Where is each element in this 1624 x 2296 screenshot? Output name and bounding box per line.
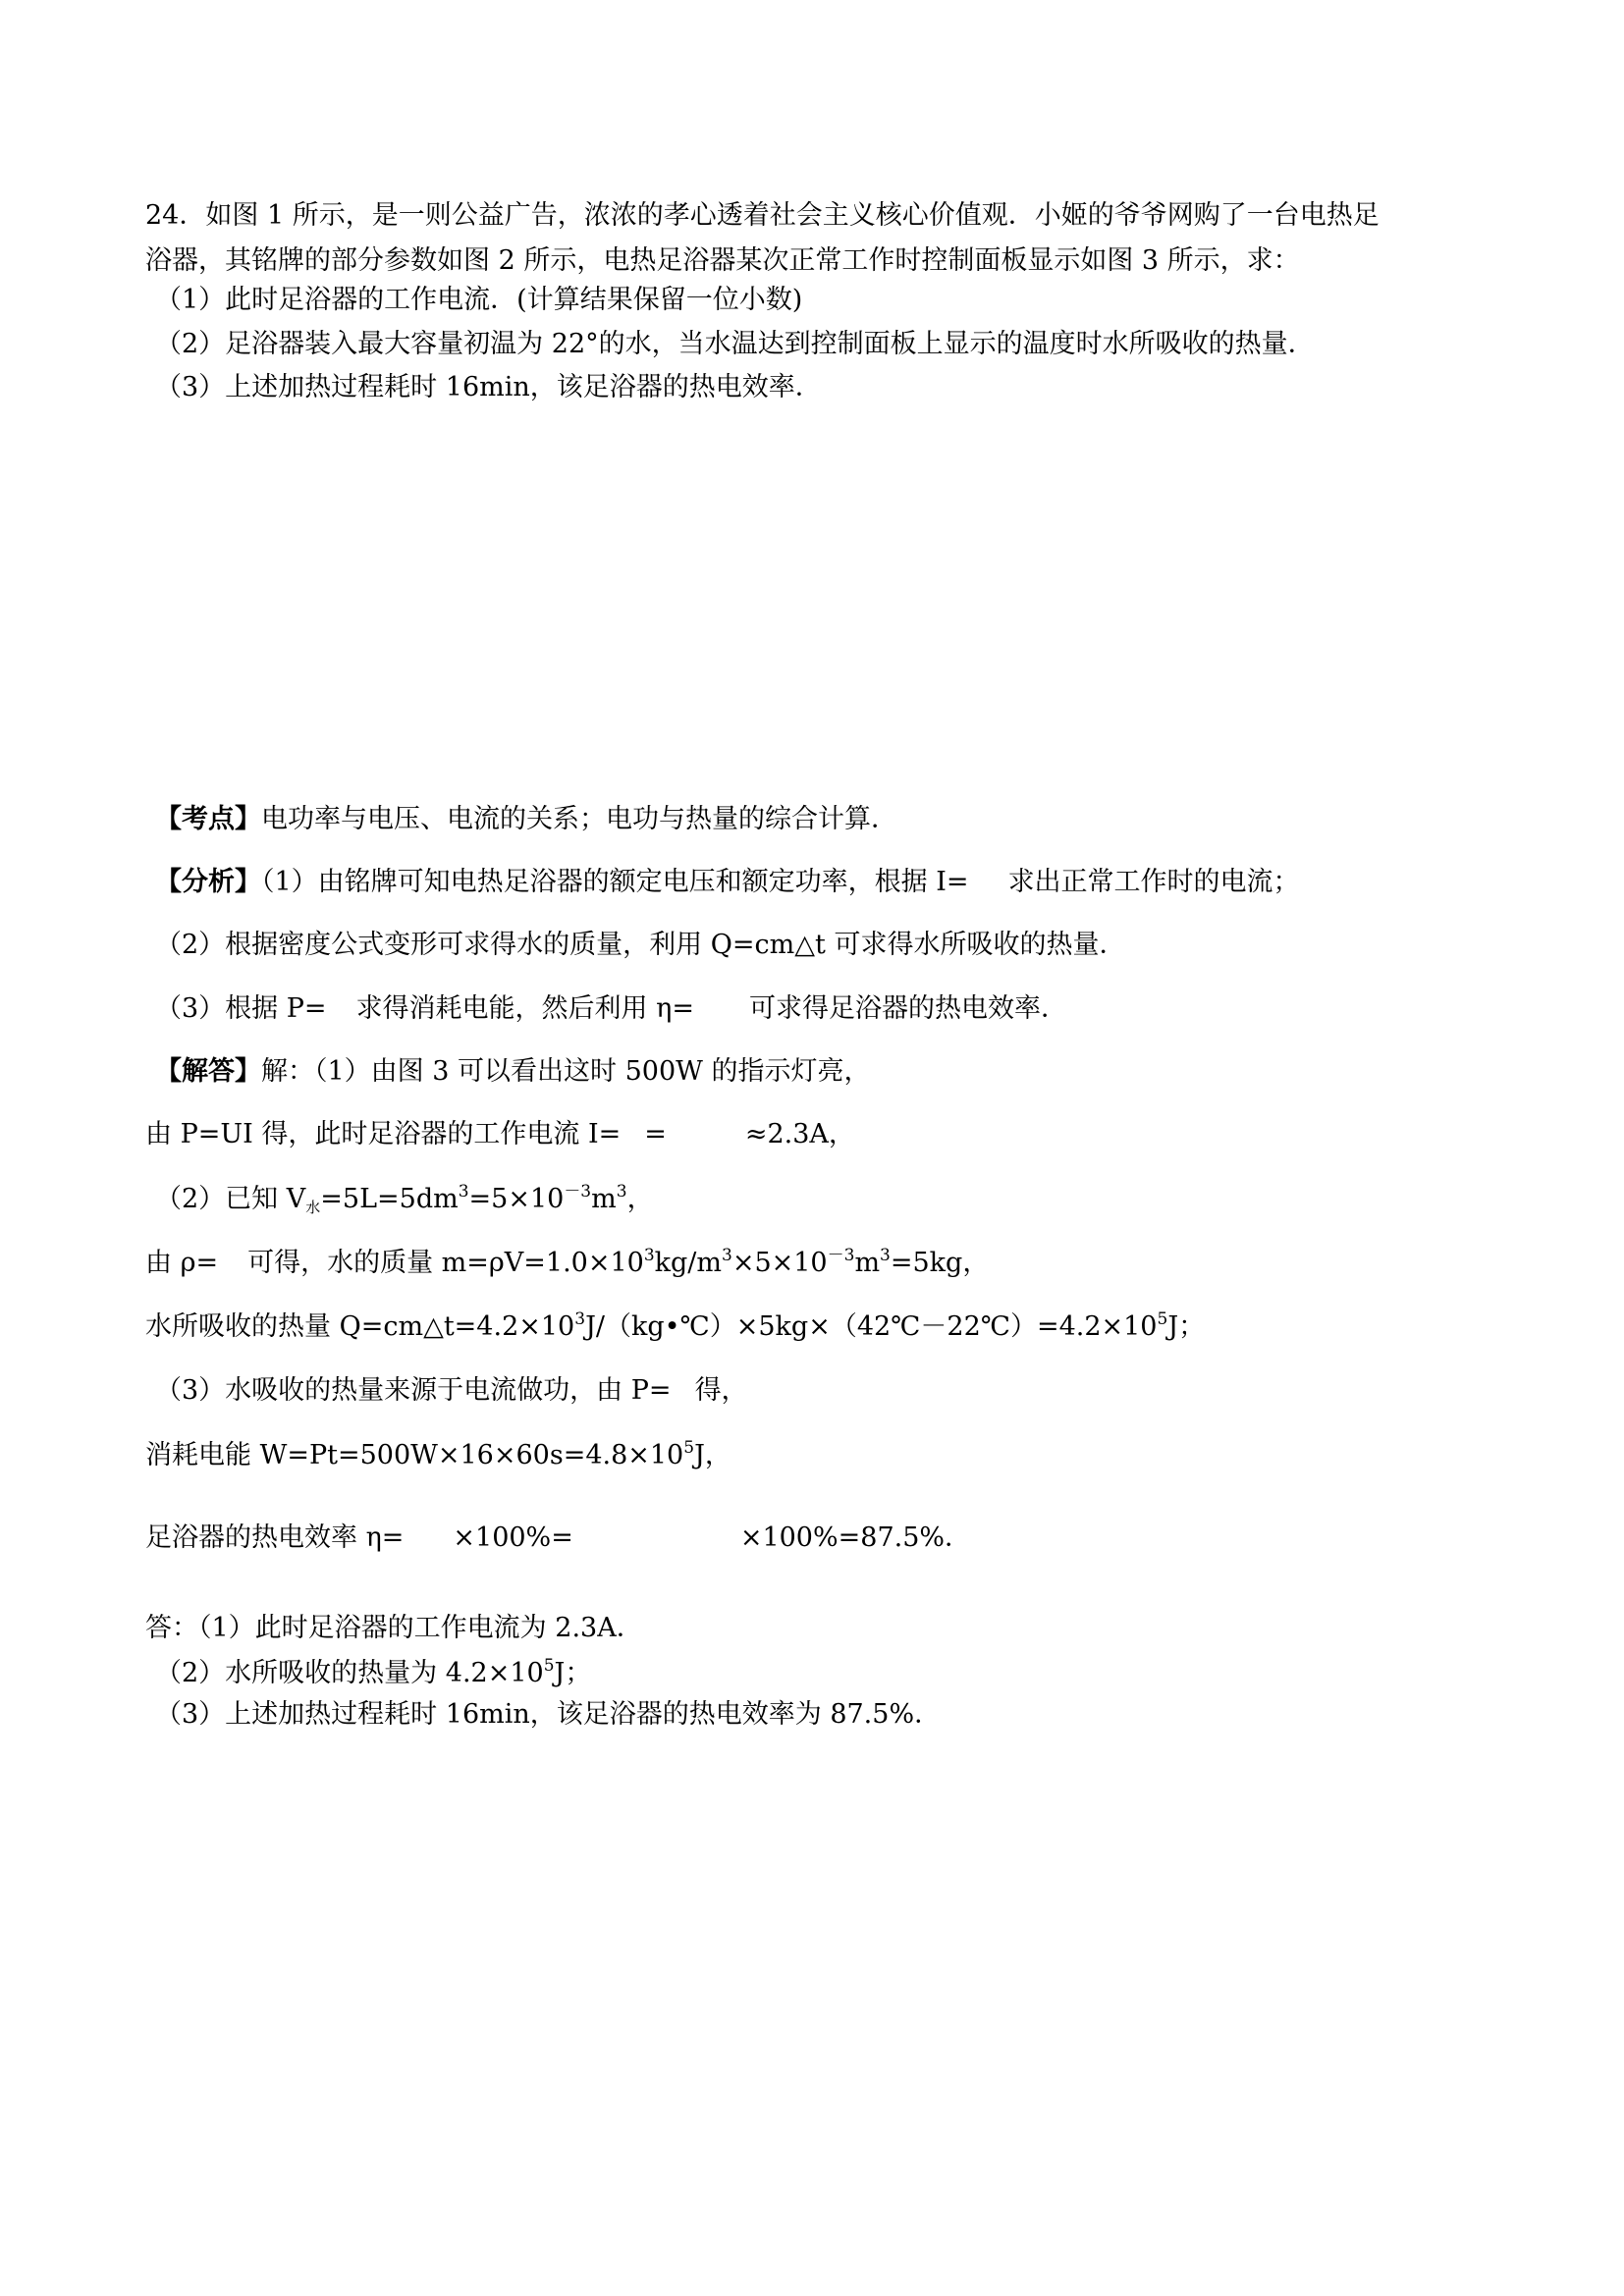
question-part-3: （3）上述加热过程耗时 16min，该足浴器的热电效率．: [155, 372, 822, 402]
subscript-water: 水: [305, 1199, 321, 1216]
jieda-line6-part-b: 得，: [694, 1375, 748, 1406]
jieda-line7: [145, 1439, 731, 1472]
exponent: 3: [574, 1309, 586, 1329]
question-part-1: （1）此时足浴器的工作电流．(计算结果保留一位小数): [155, 285, 803, 315]
jieda-line6-part-a: （3）水吸收的热量来源于电流做功，由 P=: [155, 1375, 672, 1406]
exponent: －3: [564, 1182, 592, 1201]
answer-line3: （3）上述加热过程耗时 16min，该足浴器的热电效率为 87.5%．: [155, 1699, 942, 1730]
answer-line2-part-a: （2）水所吸收的热量为 4.2×10: [155, 1658, 544, 1688]
exponent: 5: [543, 1656, 555, 1676]
jieda-line4-part-e: m: [854, 1248, 881, 1278]
jieda-line6: [155, 1374, 748, 1408]
exponent: 3: [643, 1246, 655, 1265]
fenxi-line3-part-a: （3）根据 P=: [155, 993, 327, 1024]
fenxi-line1: [155, 866, 1300, 899]
jieda-line7-part-a: 消耗电能 W=Pt=500W×16×60s=4.8×10: [145, 1440, 684, 1470]
exponent: 5: [683, 1438, 695, 1458]
kaodian-section: [155, 803, 897, 836]
jieda-line7-part-b: J，: [694, 1440, 731, 1470]
jieda-line3-part-b: =5L=5dm: [320, 1184, 459, 1214]
jieda-line1: [155, 1055, 870, 1089]
jieda-line3: [155, 1183, 654, 1216]
jieda-line2-part-b: =: [644, 1119, 667, 1149]
jieda-line3-part-d: m: [591, 1184, 617, 1214]
fenxi-line3-part-b: 求得消耗电能，然后利用 η=: [355, 993, 694, 1024]
jieda-line8-part-b: ×100%=: [453, 1522, 573, 1553]
jieda-line4-part-a: 由 ρ=: [145, 1248, 219, 1278]
answer-line2-part-b: J；: [554, 1658, 592, 1688]
jieda-line4-part-f: =5kg，: [890, 1248, 990, 1278]
fenxi-line2: （2）根据密度公式变形可求得水的质量，利用 Q=cm△t 可求得水所吸收的热量．: [155, 930, 1126, 960]
jieda-line4-part-d: ×5×10: [731, 1248, 828, 1278]
exponent: 5: [1157, 1309, 1168, 1329]
jieda-line3-part-e: ，: [626, 1184, 654, 1214]
jieda-line4: [145, 1247, 989, 1280]
exponent: 3: [616, 1182, 627, 1201]
exponent: －3: [827, 1246, 855, 1265]
kaodian-label: 【考点】: [155, 804, 261, 834]
fenxi-line3: [155, 992, 1067, 1026]
jieda-line5-part-a: 水所吸收的热量 Q=cm△t=4.2×10: [145, 1311, 575, 1342]
jieda-line4-part-c: kg/m: [654, 1248, 722, 1278]
jieda-line2: [145, 1118, 855, 1151]
answer-line2: [155, 1657, 591, 1690]
jieda-line2-part-c: ≈2.3A，: [744, 1119, 855, 1149]
jieda-line8: [145, 1522, 971, 1555]
jieda-line2-part-a: 由 P=UI 得，此时足浴器的工作电流 I=: [145, 1119, 622, 1149]
jieda-line4-part-b: 可得，水的质量 m=ρV=1.0×10: [247, 1248, 644, 1278]
fenxi-line1-part-a: （1）由铭牌可知电热足浴器的额定电压和额定功率，根据 I=: [261, 867, 969, 897]
question-stem-line2: 浴器，其铭牌的部分参数如图 2 所示，电热足浴器某次正常工作时控制面板显示如图 3 所示，求：: [145, 245, 1300, 276]
jieda-line5-part-b: J/（kg•℃）×5kg×（42℃－22℃）=4.2×10: [585, 1311, 1158, 1342]
fenxi-line3-part-c: 可求得足浴器的热电效率．: [748, 993, 1067, 1024]
jieda-line5-part-c: J；: [1167, 1311, 1206, 1342]
jieda-line8-part-a: 足浴器的热电效率 η=: [145, 1522, 405, 1553]
exponent: 3: [458, 1182, 469, 1201]
exponent: 3: [880, 1246, 891, 1265]
fenxi-label: 【分析】: [155, 867, 261, 897]
jieda-line5: [145, 1310, 1205, 1344]
question-stem-line1: 24．如图 1 所示，是一则公益广告，浓浓的孝心透着社会主义核心价值观．小姬的爷爷网购了一台电热足: [145, 200, 1380, 231]
jieda-line8-part-c: ×100%=87.5%．: [739, 1522, 972, 1553]
answer-line1: 答：（1）此时足浴器的工作电流为 2.3A．: [145, 1613, 643, 1643]
jieda-line1-text: 解：（1）由图 3 可以看出这时 500W 的指示灯亮，: [261, 1056, 871, 1087]
jieda-line3-part-a: （2）已知 V: [155, 1184, 306, 1214]
fenxi-line1-part-b: 求出正常工作时的电流；: [1007, 867, 1300, 897]
kaodian-text: 电功率与电压、电流的关系；电功与热量的综合计算．: [261, 804, 897, 834]
exponent: 3: [722, 1246, 732, 1265]
jieda-line3-part-c: =5×10: [468, 1184, 565, 1214]
jieda-label: 【解答】: [155, 1056, 261, 1087]
question-part-2: （2）足浴器装入最大容量初温为 22°的水，当水温达到控制面板上显示的温度时水所吸收的热量．: [155, 329, 1315, 359]
